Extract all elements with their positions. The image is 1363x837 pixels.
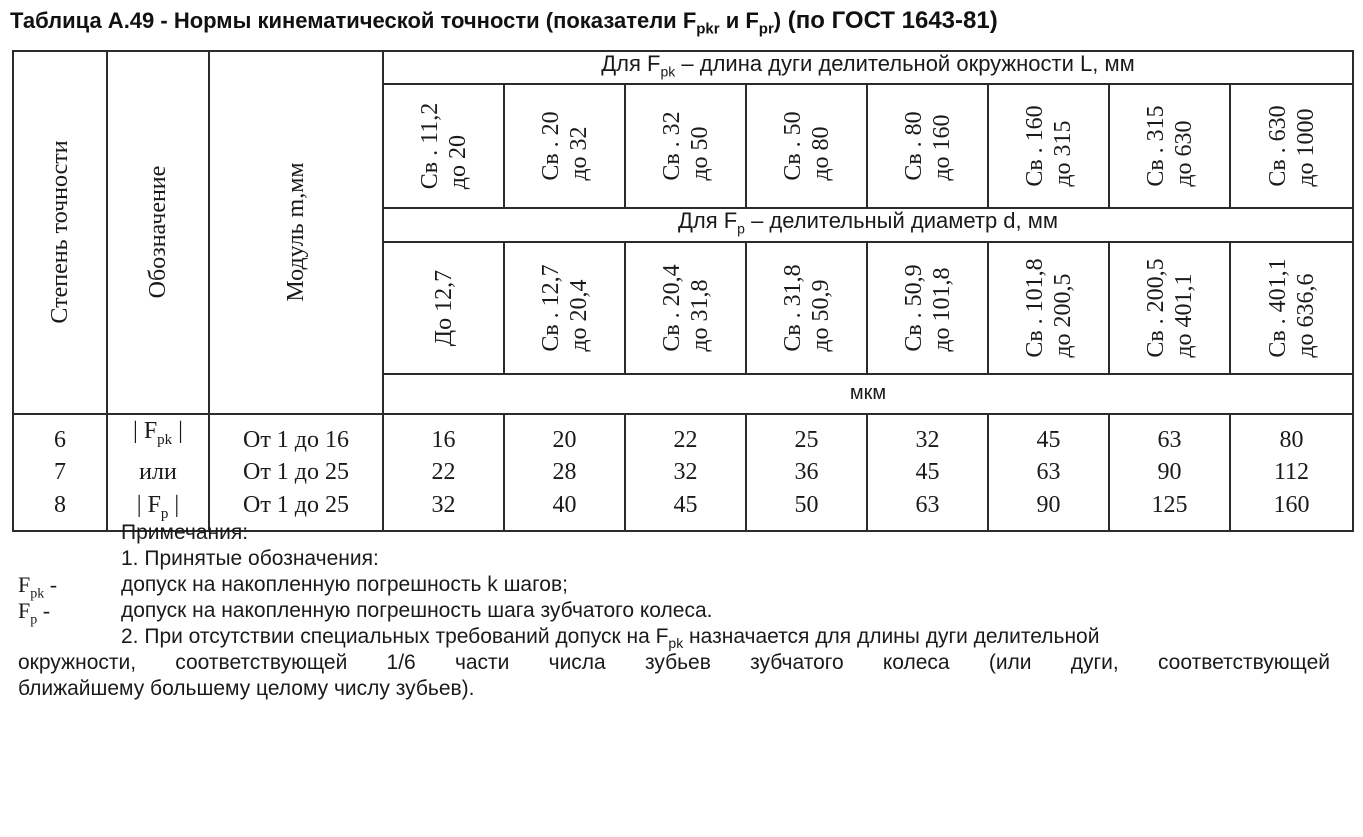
range-line-to: до 20,4 [565,279,592,352]
tolerance-value: 80 [1279,426,1304,453]
range-line-to: до 630 [1170,120,1197,188]
tolerance-column [1109,414,1230,531]
range-line-to: до 31,8 [686,279,713,352]
module-value: От 1 до 25 [242,459,350,486]
tolerance-value: 112 [1273,459,1310,486]
tolerance-column [867,414,988,531]
range-line-from: Св . 160 [1021,105,1048,188]
tolerance-column [1230,414,1353,531]
tolerance-value: 32 [915,426,940,453]
tolerance-value: 36 [794,459,819,486]
arc-range-header [504,84,625,208]
diameter-range-header [746,242,867,374]
arc-range-header [383,84,504,208]
module-cell [209,414,383,531]
tolerance-column [625,414,746,531]
header-module: Модуль m,мм [209,51,383,414]
tolerance-value: 45 [915,459,940,486]
notes-title: Примечания: [121,521,249,544]
arc-range-header [625,84,746,208]
tolerance-column [988,414,1109,531]
arc-range-header [746,84,867,208]
tolerance-value: 25 [794,426,819,453]
range-line-from: Св . 630 [1264,105,1291,188]
range-line-from: Св . 50 [779,111,806,182]
diameter-range-header [504,242,625,374]
group-header-pitch-diameter: Для $F_p$ – делительный диаметр d, мм [383,208,1353,241]
tolerance-value: 63 [915,491,940,518]
tolerance-column [746,414,867,531]
range-line-from: Св . 50,9 [900,264,927,352]
range-line-from: Св . 31,8 [779,264,806,352]
tolerance-value: 20 [552,426,577,453]
definition-fpk-text: допуск на накопленную погрешность k шагов; [121,573,568,596]
arc-range-header [1109,84,1230,208]
symbol-fpk: $F_{pk}$ - [18,572,58,602]
degree-value: 8 [54,491,66,518]
tolerance-value: 22 [431,459,456,486]
tolerance-value: 63 [1036,459,1061,486]
definition-fp [18,598,1330,628]
designation-fp: | $F_p$ | [136,491,180,522]
range-line-to: до 160 [928,114,955,182]
table-caption: Таблица А.49 - Нормы кинематической точности (показатели $F_{pkr}$ и $F_{pr}$) (по ГОСТ 1643-81) [10,7,998,38]
range-line-to: до 1000 [1292,108,1319,188]
symbol-fp: $F_p$ - [18,598,51,628]
note-2-line-2: окружности, соответствующей 1/6 части числа зубьев зубчатого колеса (или дуги, соответствующей [18,651,1330,674]
note-2-line-3: ближайшему большему целому числу зубьев). [18,677,475,700]
tolerance-column [504,414,625,531]
range-line-from: До 12,7 [430,269,457,346]
range-line-to: до 401,1 [1170,273,1197,358]
tolerance-value: 50 [794,491,819,518]
range-line-from: Св . 101,8 [1021,258,1048,358]
note-1-heading: 1. Принятые обозначения: [121,547,379,570]
tolerance-value: 16 [431,426,456,453]
accuracy-norms-table [12,50,1354,532]
diameter-range-header [625,242,746,374]
diameter-range-header [867,242,988,374]
range-line-to: до 50 [686,126,713,182]
range-line-to: до 80 [807,126,834,182]
note-2-line-1: 2. При отсутствии специальных требований допуск на $F_{pk}$ назначается для длины дуги делительной [121,625,1100,652]
arc-range-header [988,84,1109,208]
range-line-from: Св . 401,1 [1264,258,1291,358]
designation-cell [107,414,209,531]
range-line-to: до 20 [444,135,471,190]
definition-fp-text: допуск на накопленную погрешность шага зубчатого колеса. [121,599,713,622]
degree-cell [13,414,107,531]
tolerance-value: 90 [1157,459,1182,486]
tolerance-column [383,414,504,531]
range-line-to: до 50,9 [807,279,834,352]
range-line-to: до 101,8 [928,267,955,352]
tolerance-value: 22 [673,426,698,453]
range-line-from: Св . 32 [658,111,685,182]
degree-value: 6 [54,426,66,453]
unit-label: мкм [383,374,1353,414]
diameter-range-header [1109,242,1230,374]
degree-value: 7 [54,459,66,486]
range-line-from: Св . 200,5 [1142,258,1169,358]
tolerance-value: 40 [552,491,577,518]
notes-section [18,520,1330,702]
tolerance-value: 32 [673,459,698,486]
tolerance-value: 28 [552,459,577,486]
tolerance-value: 90 [1036,491,1061,518]
range-line-to: до 32 [565,126,592,182]
range-line-from: Св . 80 [900,111,927,182]
arc-range-header [1230,84,1353,208]
designation-or: или [139,459,177,486]
definition-fpk [18,572,1330,602]
range-line-from: Св . 20,4 [658,264,685,352]
header-designation: Обозначение [107,51,209,414]
module-value: От 1 до 16 [242,426,350,453]
range-line-to: до 636,6 [1292,273,1319,358]
diameter-range-header [1230,242,1353,374]
tolerance-value: 160 [1273,491,1310,518]
tolerance-value: 125 [1151,491,1188,518]
tolerance-value: 63 [1157,426,1182,453]
tolerance-value: 32 [431,491,456,518]
range-line-from: Св . 11,2 [416,103,443,190]
range-line-from: Св . 315 [1142,105,1169,188]
tolerance-value: 45 [673,491,698,518]
range-line-to: до 315 [1049,120,1076,188]
diameter-range-header [988,242,1109,374]
range-line-from: Св . 12,7 [537,264,564,352]
arc-range-header [867,84,988,208]
range-line-to: до 200,5 [1049,273,1076,358]
tolerance-value: 45 [1036,426,1061,453]
module-value: От 1 до 25 [242,491,350,518]
group-header-arc-length: Для $F_{pk}$ – длина дуги делительной окружности L, мм [383,51,1353,84]
header-degree: Степень точности [13,51,107,414]
diameter-range-header [383,242,504,374]
designation-fpk: | $F_{pk}$ | [133,417,183,448]
range-line-from: Св . 20 [537,111,564,182]
